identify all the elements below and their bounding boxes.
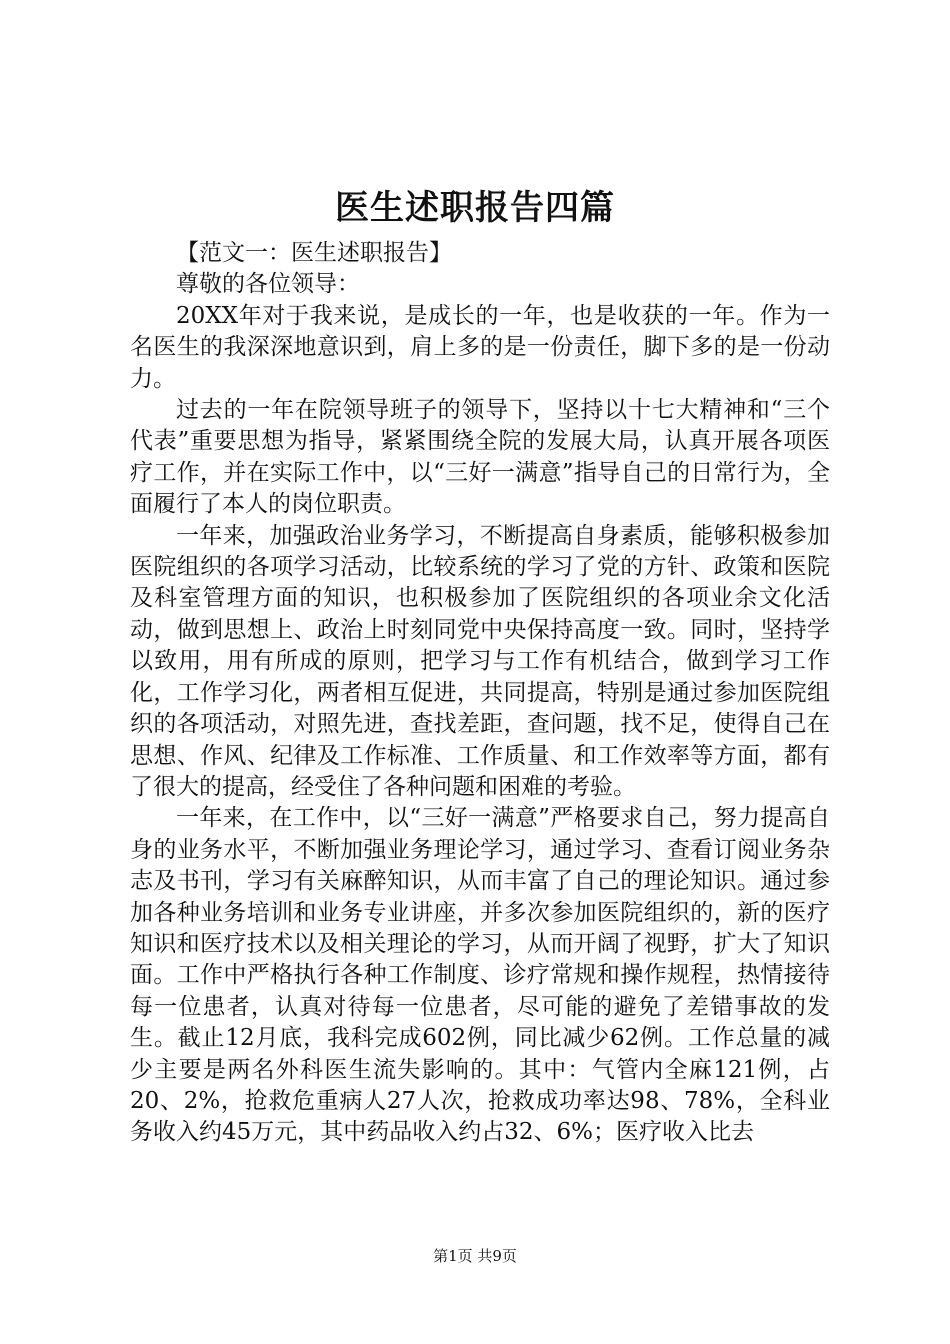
document-title: 医生述职报告四篇 xyxy=(335,188,615,228)
body-paragraph: 20XX年对于我来说，是成长的一年，也是收获的一年。作为一名医生的我深深地意识到，肩上多的是一份责任，脚下多的是一份动力。 xyxy=(130,302,830,392)
body-paragraph: 过去的一年在院领导班子的领导下，坚持以十七大精神和“三个代表”重要思想为指导，紧紧围绕全院的发展大局，认真开展各项医疗工作，并在实际工作中，以“三好一满意”指导自己的日常行为，全面履行了本人的岗位职责。 xyxy=(130,397,830,518)
section-heading: 【范文一：医生述职报告】 xyxy=(176,240,452,266)
page-footer: 第1页 共9页 xyxy=(433,1247,517,1265)
salutation: 尊敬的各位领导： xyxy=(176,271,360,298)
document-body xyxy=(130,238,830,1149)
body-paragraph: 一年来，加强政治业务学习，不断提高自身素质，能够积极参加医院组织的各项学习活动，比较系统的学习了党的方针、政策和医院及科室管理方面的知识，也积极参加了医院组织的各项业余文化活动，做到思想上、政治上时刻同党中央保持高度一致。同时，坚持学以致用，用有所成的原则，把学习与工作有机结合，做到学习工作化，工作学习化，两者相互促进，共同提高，特别是通过参加医院组织的各项活动，对照先进，查找差距，查问题，找不足，使得自己在思想、作风、纪律及工作标准、工作质量、和工作效率等方面，都有了很大的提高，经受住了各种问题和困难的考验。 xyxy=(130,522,830,800)
body-paragraph: 一年来，在工作中，以“三好一满意”严格要求自己，努力提高自身的业务水平，不断加强业务理论学习，通过学习、查看订阅业务杂志及书刊，学习有关麻醉知识，从而丰富了自己的理论知识。通过参加各种业务培训和业务专业讲座，并多次参加医院组织的，新的医疗知识和医疗技术以及相关理论的学习，从而开阔了视野，扩大了知识面。工作中严格执行各种工作制度、诊疗常规和操作规程，热情接待每一位患者，认真对待每一位患者，尽可能的避免了差错事故的发生。截止12月底，我科完成602例，同比减少62例。工作总量的减少主要是两名外科医生流失影响的。其中：气管内全麻121例，占20、2%，抢救危重病人27人次，抢救成功率达98、78%，全科业务收入约45万元，其中药品收入约占32、6%；医疗收入比去 xyxy=(130,805,830,1146)
